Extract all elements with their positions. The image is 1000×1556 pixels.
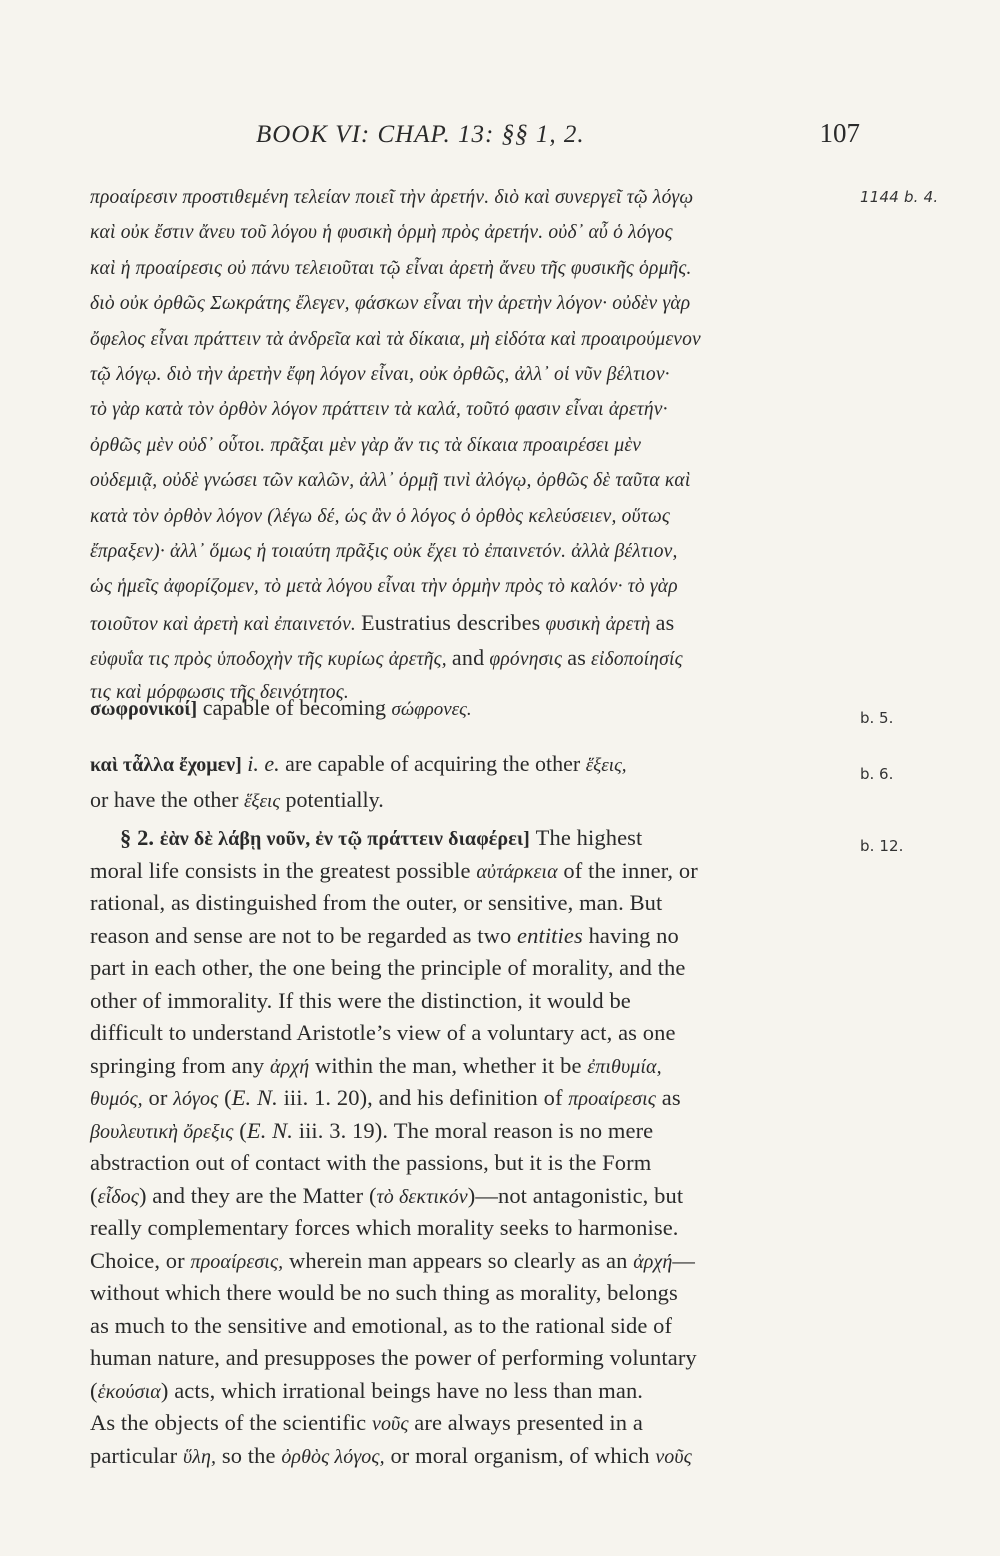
greek-line: προαίρεσιν προστιθεμένη τελείαν ποιεῖ τὴν ἀρετήν. διὸ καὶ συνεργεῖ τῷ λόγῳ 1144 b. 4. (90, 180, 850, 215)
note-lemma: ἐὰν δὲ λάβῃ νοῦν, ἐν τῷ πράττειν διαφέρει] (159, 828, 530, 850)
page-number: 107 (819, 118, 860, 148)
greek-line: τὸ γὰρ κατὰ τὸν ὀρθὸν λόγον πράττειν τὰ καλά, τοῦτό φασιν εἶναι ἀρετήν· (90, 399, 668, 421)
body-line: difficult to understand Aristotle’s view of a voluntary act, as one (90, 1020, 676, 1045)
body-line: part in each other, the one being the principle of morality, and the (90, 955, 686, 980)
note-lemma: καὶ τἆλλα ἔχομεν] (90, 754, 242, 776)
greek-line: ἔπραξεν)· ἀλλ᾽ ὅμως ἡ τοιαύτη πρᾶξις οὐκ ἔχει τὸ ἐπαινετόν. ἀλλὰ βέλτιον, (90, 540, 678, 562)
greek-line: ὀρθῶς μὲν οὐδ᾽ οὗτοι. πρᾶξαι μὲν γὰρ ἄν τις τὰ δίκαια προαιρέσει μὲν (90, 434, 642, 456)
note-lemma: σωφρονικοί] (90, 698, 198, 720)
section-2-note (90, 822, 904, 1472)
note-line: σωφρονικοί] capable of becoming σώφρονες. b. 5. (90, 690, 850, 726)
greek-line: κατὰ τὸν ὀρθὸν λόγον (λέγω δέ, ὡς ἂν ὁ λόγος ὁ ὀρθὸς κελεύσειεν, οὕτως (90, 505, 671, 527)
body-line: abstraction out of contact with the passions, but it is the Form (90, 1150, 652, 1175)
body-line: βουλευτικὴ ὄρεξις (E. N. iii. 3. 19). The moral reason is no mere (90, 1117, 654, 1143)
spacer (90, 726, 850, 746)
body-line: human nature, and presupposes the power of performing voluntary (90, 1345, 697, 1370)
notes-block (90, 690, 894, 818)
margin-reference: b. 12. (860, 837, 904, 855)
body-line: as much to the sensitive and emotional, as to the rational side of (90, 1312, 673, 1338)
page-header (90, 118, 860, 149)
body-line: As the objects of the scientific νοῦς are always presented in a (90, 1410, 643, 1435)
note-line: or have the other ἕξεις potentially. (90, 787, 384, 812)
body-line: Choice, or προαίρεσις, wherein man appears so clearly as an ἀρχή— (90, 1247, 696, 1273)
greek-line: οὐδεμιᾷ, οὐδὲ γνώσει τῶν καλῶν, ἀλλ᾽ ὁρμῇ τινὶ ἀλόγῳ, ὀρθῶς δὲ ταῦτα καὶ (90, 470, 691, 492)
body-line: particular ὕλη, so the ὀρθὸς λόγος, or moral organism, of which νοῦς (90, 1442, 692, 1468)
greek-line: τις καὶ μόρφωσις τῆς δεινότητος. (90, 682, 349, 704)
body-line: θυμός, or λόγος (E. N. iii. 1. 20), and his definition of προαίρεσις as (90, 1085, 681, 1110)
greek-line: καὶ ἡ προαίρεσις οὐ πάνυ τελειοῦται τῷ εἶναι ἀρετὴ ἄνευ τῆς φυσικῆς ὁρμῆς. (90, 257, 692, 279)
margin-reference: b. 5. (860, 709, 894, 727)
margin-reference: b. 6. (860, 765, 894, 783)
greek-line: καὶ οὐκ ἔστιν ἄνευ τοῦ λόγου ἡ φυσικὴ ὁρμὴ πρὸς ἀρετήν. οὐδ᾽ αὖ ὁ λόγος (90, 222, 673, 244)
running-title: BOOK VI: CHAP. 13: §§ 1, 2. (256, 121, 585, 148)
body-line: rational, as distinguished from the outer, or sensitive, man. But (90, 890, 663, 915)
greek-line: ὄφελος εἶναι πράττειν τὰ ἀνδρεῖα καὶ τὰ δίκαια, μὴ εἰδότα καὶ προαιρούμενον (90, 328, 701, 350)
note-line: καὶ τἆλλα ἔχομεν] i. e. are capable of acquiring the other ἕξεις, b. 6. (90, 746, 850, 782)
greek-line: διὸ οὐκ ὀρθῶς Σωκράτης ἔλεγεν, φάσκων εἶναι τὴν ἀρετὴν λόγον· οὐδὲν γὰρ (90, 293, 691, 315)
body-line: moral life consists in the greatest possible αὐτάρκεια of the inner, or (90, 857, 698, 883)
greek-line: εὐφυΐα τις πρὸς ὑποδοχὴν τῆς κυρίως ἀρετῆς, and φρόνησις as εἰδοποίησίς (90, 645, 683, 671)
body-line: (ἑκούσια) acts, which irrational beings have no less than man. (90, 1377, 644, 1403)
body-line: reason and sense are not to be regarded as two entities having no (90, 922, 679, 948)
margin-reference: 1144 b. 4. (860, 188, 939, 206)
body-line: really complementary forces which morality seeks to harmonise. (90, 1215, 679, 1240)
body-line: (εἶδος) and they are the Matter (τὸ δεκτικόν)—not antagonistic, but (90, 1182, 684, 1208)
greek-line: τοιοῦτον καὶ ἀρετὴ καὶ ἐπαινετόν. Eustratius describes φυσικὴ ἀρετὴ as (90, 609, 675, 635)
greek-line: τῷ λόγῳ. διὸ τὴν ἀρετὴν ἔφη λόγον εἶναι, οὐκ ὀρθῶς, ἀλλ᾽ οἱ νῦν βέλτιον· (90, 363, 670, 385)
body-line: other of immorality. If this were the distinction, it would be (90, 987, 631, 1013)
greek-line: ὡς ἡμεῖς ἀφορίζομεν, τὸ μετὰ λόγου εἶναι τὴν ὁρμὴν πρὸς τὸ καλόν· τὸ γὰρ (90, 576, 678, 598)
body-line: without which there would be no such thing as morality, belongs (90, 1280, 678, 1305)
body-line: § 2. ἐὰν δὲ λάβῃ νοῦν, ἐν τῷ πράττειν διαφέρει] The highest b. 12. (90, 822, 850, 855)
section-mark: § 2. (120, 825, 155, 850)
body-line: springing from any ἀρχή within the man, whether it be ἐπιθυμία, (90, 1052, 662, 1078)
